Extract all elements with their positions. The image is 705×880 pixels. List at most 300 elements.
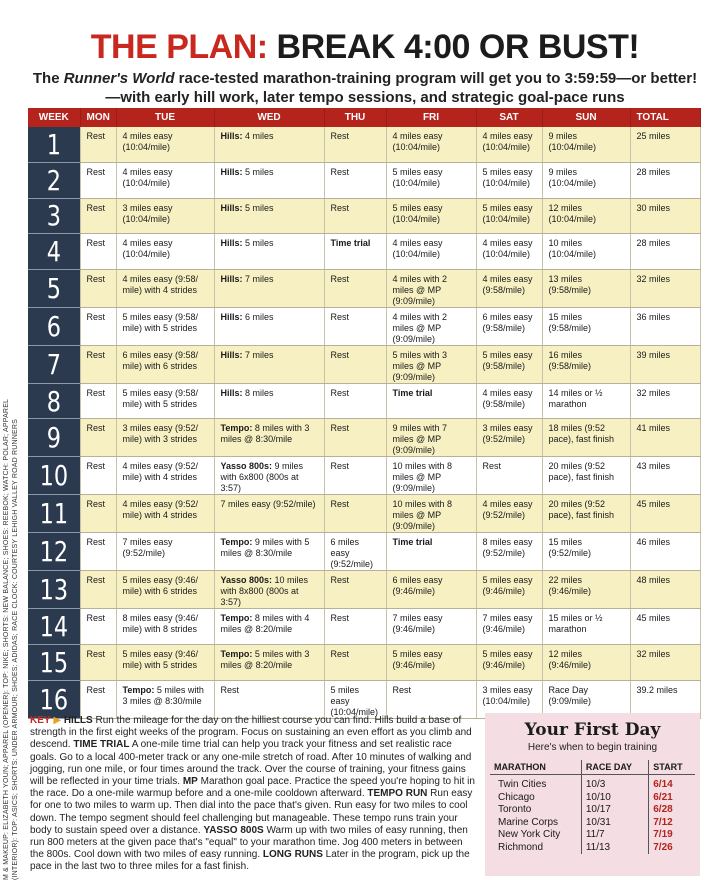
cell-total [630,533,700,571]
fd-cell-marathon: New York City [490,829,581,842]
fd-cell-race-day: 10/10 [581,792,648,805]
fd-cell-marathon: Twin Cities [490,775,581,792]
workout-text: 5 miles easy (9:46/mile) [392,649,443,671]
cell-fri [386,198,476,234]
cell-tue [116,345,214,383]
week-number [28,163,80,199]
workout-text: Rest [86,461,106,472]
cell-mon [80,127,116,163]
workout-text: 41 miles [636,423,671,434]
cell-wed [214,163,324,199]
cell-total [630,198,700,234]
cell-total [630,419,700,457]
cell-total [630,571,700,609]
workout-type: Hills: [220,273,243,284]
fd-cell-race-day: 10/17 [581,804,648,817]
week-number [28,495,80,533]
workout-text: Rest [86,575,106,586]
workout-text: Rest [86,167,106,178]
cell-thu [324,419,386,457]
workout-text: Rest [86,311,106,322]
workout-text: 5 miles easy (10:04/mile) [330,684,379,717]
workout-text: 5 miles easy (9:46/ mile) with 5 strides [122,649,199,671]
key-text-mp: Marathon goal pace. Practice the speed you're hoping to hit in the race. Do a one-mile warmup before and a one-mile cooldown afterward. [30,776,475,800]
workout-text: 36 miles [636,311,671,322]
workout-text: 5 miles with 3 miles @ 8:30/mile [122,684,204,706]
cell-tue [116,198,214,234]
first-day-row [490,792,695,805]
workout-text: 16 miles (9:58/mile) [548,349,592,371]
workout-text: 10 miles with 8 miles @ MP (9:09/mile) [392,461,453,494]
key-label: KEY [30,715,51,726]
workout-type: Hills: [220,167,243,178]
week-number-label: 8 [46,384,61,418]
workout-text: Rest [86,131,106,141]
workout-text: 9 miles (10:04/mile) [548,131,597,152]
key-text-time-trial: A one-mile time trial can help you track your fitness and set realistic race goals. Go to a local 400-meter track or any one-mile stretch of road. After 10 minutes of walking and jogging, run one mile, or four times around the track. Over the course of training, your fitness gains will be reflected in your time trials. [30,739,472,788]
workout-text: 45 miles [636,613,671,624]
cell-total [630,234,700,270]
week-number-label: 9 [46,421,61,455]
cell-tue [116,163,214,199]
key-legend [30,715,478,874]
workout-text: 10 miles with 8x800 (800s at 3:57) [220,575,309,608]
table-row [28,127,700,163]
week-number [28,345,80,383]
cell-thu [324,609,386,645]
cell-sat [476,533,542,571]
cell-mon [80,457,116,495]
cell-sat [476,645,542,681]
fd-cell-start: 6/14 [653,779,673,790]
cell-mon [80,198,116,234]
workout-type: Hills: [220,387,243,398]
table-row [28,419,700,457]
table-row [28,234,700,270]
workout-text: 4 miles easy (10:04/mile) [392,131,443,152]
workout-text: 12 miles (9:46/mile) [548,649,592,671]
title-dark: BREAK 4:00 OR BUST! [276,28,640,66]
week-number [28,457,80,495]
workout-text: Rest [330,613,350,624]
workout-text: 25 miles [636,131,671,141]
workout-text: 4 miles easy (9:58/mile) [482,387,533,409]
workout-text: 39.2 miles [636,684,678,695]
photo-credits: M & MAKEUP: ELIZABETH YOUN; APPAREL (OPENER): TOP: NIKE; SHORTS: NEW BALANCE; SHOES: REEBOK; WATCH: POLAR; APPAREL (INTERIOR): TOP: ASICS; SHORTS: UNDER ARMOUR; SHOES: ADIDAS; RACE CLOCK: COURTESY LEHIGH VALLEY ROAD RUNNERS [3,399,19,880]
fd-cell-marathon: Richmond [490,842,581,855]
first-day-box [485,713,700,876]
first-day-row [490,829,695,842]
cell-fri [386,533,476,571]
training-plan-table [28,108,701,719]
workout-text: 22 miles (9:46/mile) [548,575,592,597]
cell-sun [542,571,630,609]
cell-thu [324,234,386,270]
cell-tue [116,609,214,645]
workout-text: 4 miles with 2 miles @ MP (9:09/mile) [392,311,448,344]
table-row [28,345,700,383]
workout-text: Rest [330,273,350,284]
first-day-header-row [490,760,695,775]
workout-text: 10 miles with 8 miles @ MP (9:09/mile) [392,499,453,532]
workout-text: 5 miles easy (9:58/mile) [482,349,533,371]
workout-text: 5 miles [242,238,274,249]
table-row [28,533,700,571]
first-day-row [490,817,695,830]
workout-text: 18 miles (9:52 pace), fast finish [548,423,615,445]
cell-thu [324,533,386,571]
cell-wed [214,533,324,571]
workout-text: 46 miles [636,537,671,548]
fd-cell-start: 7/19 [653,829,673,840]
workout-text: 5 miles with 3 miles @ MP (9:09/mile) [392,349,448,382]
cell-sun [542,163,630,199]
key-term-time-trial: TIME TRIAL [73,739,130,751]
cell-tue [116,234,214,270]
workout-text: 5 miles with 3 miles @ 8:20/mile [220,649,310,671]
workout-text: 5 miles easy (9:46/mile) [482,649,533,671]
cell-wed [214,345,324,383]
key-term-mp: MP [182,776,198,788]
cell-fri [386,383,476,419]
cell-sun [542,645,630,681]
workout-text: 12 miles (10:04/mile) [548,202,597,224]
workout-text: 8 miles [242,387,274,398]
cell-tue [116,680,214,718]
cell-fri [386,345,476,383]
workout-text: 5 miles easy (9:46/mile) [482,575,533,597]
col-week: WEEK [28,108,80,127]
week-number [28,234,80,270]
cell-mon [80,680,116,718]
cell-wed [214,127,324,163]
first-day-row [490,775,695,792]
fd-cell-marathon: Chicago [490,792,581,805]
cell-mon [80,269,116,307]
cell-total [630,609,700,645]
workout-text: 4 miles easy (9:52/mile) [482,499,533,521]
workout-type: Tempo: [220,649,253,660]
workout-text: 4 miles easy (10:04/mile) [482,131,533,152]
workout-text: Rest [330,311,350,322]
workout-text: 4 miles easy (9:52/ mile) with 4 strides [122,499,199,521]
cell-wed [214,419,324,457]
workout-text: 30 miles [636,202,671,213]
week-number-label: 1 [46,128,61,162]
workout-type: Time trial [330,238,371,249]
first-day-row [490,842,695,855]
week-number-label: 2 [46,163,61,197]
workout-text: 9 miles with 7 miles @ MP (9:09/mile) [392,423,448,456]
cell-sun [542,127,630,163]
col-tue: TUE [116,108,214,127]
table-row [28,609,700,645]
workout-text: 5 miles easy (10:04/mile) [482,167,533,189]
cell-fri [386,457,476,495]
cell-total [630,383,700,419]
cell-tue [116,269,214,307]
fd-cell-start: 7/26 [653,841,673,853]
workout-text: Rest [86,273,106,284]
cell-mon [80,234,116,270]
workout-text: 5 miles easy (10:04/mile) [392,167,443,189]
fd-cell-marathon: Toronto [490,804,581,817]
workout-text: 28 miles [636,238,671,249]
workout-text: Rest [86,613,106,624]
workout-text: Rest [86,387,106,398]
cell-thu [324,163,386,199]
workout-text: Rest [482,461,502,472]
week-number [28,198,80,234]
cell-tue [116,127,214,163]
cell-total [630,307,700,345]
workout-text: Rest [392,684,412,695]
workout-text: 3 miles easy (10:04/mile) [482,684,533,706]
cell-fri [386,307,476,345]
first-day-table [490,760,695,854]
cell-total [630,127,700,163]
cell-fri [386,609,476,645]
cell-thu [324,269,386,307]
week-number-label: 3 [46,199,61,233]
first-day-row [490,804,695,817]
cell-thu [324,571,386,609]
workout-text: 13 miles (9:58/mile) [548,273,592,295]
cell-fri [386,419,476,457]
workout-text: Rest [86,499,106,510]
cell-total [630,345,700,383]
workout-text: Rest [86,684,106,695]
workout-text: 4 miles easy (9:58/mile) [482,273,533,295]
workout-text: 4 miles easy (10:04/mile) [122,167,173,189]
workout-text: 32 miles [636,273,671,284]
workout-type: Hills: [220,238,243,249]
cell-sun [542,609,630,645]
cell-sat [476,495,542,533]
header [30,28,700,107]
key-term-yasso: YASSO 800S [203,824,264,836]
cell-sat [476,345,542,383]
week-number-label: 6 [46,309,61,343]
cell-mon [80,495,116,533]
first-day-body [490,775,695,855]
workout-text: 3 miles easy (10:04/mile) [122,202,173,224]
workout-text: 6 miles easy (9:46/mile) [392,575,443,597]
cell-sat [476,457,542,495]
cell-fri [386,645,476,681]
fd-cell-start: 6/28 [653,804,673,815]
table-row [28,645,700,681]
week-number-label: 16 [39,682,68,716]
table-row [28,269,700,307]
week-number [28,609,80,645]
title-red: THE PLAN: [90,28,268,66]
page-subtitle [30,69,700,107]
workout-text: 7 miles easy (9:52/mile) [122,537,173,559]
first-day-title: Your First Day [524,720,661,740]
workout-text: 4 miles easy (10:04/mile) [122,131,173,152]
workout-text: 4 miles easy (10:04/mile) [122,238,173,260]
cell-sun [542,383,630,419]
week-number [28,127,80,163]
cell-total [630,495,700,533]
workout-text: Rest [330,131,350,141]
workout-text: Rest [330,423,350,434]
workout-text: 4 miles easy (9:52/ mile) with 4 strides [122,461,199,483]
cell-thu [324,127,386,163]
cell-wed [214,307,324,345]
col-mon: MON [80,108,116,127]
key-text-long-runs: Later in the program, pick up the pace in the last two to three miles for a fast finish. [30,849,470,873]
workout-text: Race Day (9:09/mile) [548,684,592,706]
cell-fri [386,269,476,307]
key-arrow-icon: ▶ [53,715,62,726]
workout-text: 9 miles with 6x800 (800s at 3:57) [220,461,304,494]
workout-text: 8 miles easy (9:52/mile) [482,537,533,559]
workout-text: Rest [86,202,106,213]
fd-col-start: START [649,760,695,775]
workout-text: 7 miles easy (9:52/mile) [220,499,316,510]
fd-cell-race-day: 10/31 [581,817,648,830]
fd-cell-race-day: 11/7 [581,829,648,842]
week-number-label: 15 [39,645,68,679]
key-term-hills: HILLS [63,715,93,726]
first-day-subtitle: Here's when to begin training [527,742,658,753]
workout-text: 15 miles (9:58/mile) [548,311,592,333]
workout-text: 7 miles easy (9:46/mile) [392,613,443,635]
cell-sat [476,269,542,307]
key-term-tempo: TEMPO RUN [367,788,428,800]
col-total: TOTAL [630,108,700,127]
workout-text: Rest [86,423,106,434]
workout-text: 3 miles easy (9:52/ mile) with 3 strides [122,423,199,445]
week-number [28,307,80,345]
workout-text: Rest [86,537,106,548]
table-row [28,571,700,609]
fd-cell-start: 6/21 [653,791,673,803]
cell-mon [80,307,116,345]
workout-type: Hills: [220,131,243,141]
cell-sun [542,234,630,270]
workout-text: 15 miles or ½ marathon [548,613,603,635]
cell-mon [80,645,116,681]
cell-sat [476,419,542,457]
cell-mon [80,345,116,383]
workout-text: 4 miles [242,131,274,141]
week-number [28,533,80,571]
cell-thu [324,198,386,234]
cell-total [630,457,700,495]
col-wed: WED [214,108,324,127]
workout-text: 6 miles [242,311,274,322]
cell-tue [116,383,214,419]
cell-tue [116,495,214,533]
table-row [28,495,700,533]
workout-text: Rest [330,349,350,360]
workout-text: Rest [330,387,350,398]
week-number-label: 14 [39,610,68,644]
fd-cell-race-day: 10/3 [581,775,648,792]
cell-thu [324,495,386,533]
workout-type: Hills: [220,202,243,213]
workout-text: 15 miles (9:52/mile) [548,537,592,559]
workout-text: 10 miles (10:04/mile) [548,238,597,260]
cell-mon [80,419,116,457]
table-row [28,198,700,234]
workout-text: 9 miles (10:04/mile) [548,167,597,189]
week-number-label: 5 [46,271,61,305]
subtitle-magazine: Runner's World [63,70,175,87]
cell-total [630,163,700,199]
cell-fri [386,495,476,533]
workout-text: 6 miles easy (9:58/mile) [482,311,533,333]
workout-text: 32 miles [636,387,671,398]
week-number-label: 11 [39,497,68,531]
key-text-yasso: Warm up with two miles of easy running, then run 800 meters at the given pace that's "equal" to your marathon time. Jog 400 meters in between the 800s. Cool down with two miles of easy running. [30,824,468,861]
workout-text: 4 miles easy (10:04/mile) [392,238,443,260]
workout-text: 14 miles or ½ marathon [548,387,603,409]
fd-cell-start: 7/12 [653,816,673,828]
col-thu: THU [324,108,386,127]
cell-sat [476,198,542,234]
table-row [28,457,700,495]
col-sun: SUN [542,108,630,127]
cell-wed [214,383,324,419]
workout-text: 32 miles [636,649,671,660]
cell-wed [214,457,324,495]
cell-wed [214,269,324,307]
workout-text: 5 miles [242,167,274,178]
workout-type: Tempo: [220,423,253,434]
cell-sun [542,495,630,533]
cell-thu [324,383,386,419]
cell-thu [324,680,386,718]
cell-sun [542,198,630,234]
cell-sun [542,419,630,457]
cell-tue [116,533,214,571]
workout-text: 5 miles easy (10:04/mile) [392,202,443,224]
workout-text: 6 miles easy (9:58/ mile) with 6 strides [122,349,199,371]
cell-fri [386,680,476,718]
cell-tue [116,645,214,681]
workout-text: 5 miles easy (10:04/mile) [482,202,533,224]
workout-text: Rest [220,684,240,695]
cell-sat [476,127,542,163]
cell-sun [542,457,630,495]
workout-text: Rest [86,649,106,660]
week-number [28,269,80,307]
workout-text: 20 miles (9:52 pace), fast finish [548,461,615,483]
cell-sat [476,163,542,199]
cell-sat [476,383,542,419]
plan-body [28,127,700,718]
workout-text: 7 miles [242,273,274,284]
cell-tue [116,571,214,609]
cell-mon [80,533,116,571]
page-title [30,28,700,66]
workout-type: Tempo: [122,684,155,695]
workout-text: 4 miles easy (10:04/mile) [482,238,533,260]
cell-thu [324,307,386,345]
workout-text: 4 miles with 2 miles @ MP (9:09/mile) [392,273,448,306]
cell-fri [386,234,476,270]
fd-cell-marathon: Marine Corps [490,817,581,830]
cell-sun [542,345,630,383]
cell-fri [386,127,476,163]
cell-mon [80,571,116,609]
workout-text: Rest [330,202,350,213]
workout-text: 43 miles [636,461,671,472]
